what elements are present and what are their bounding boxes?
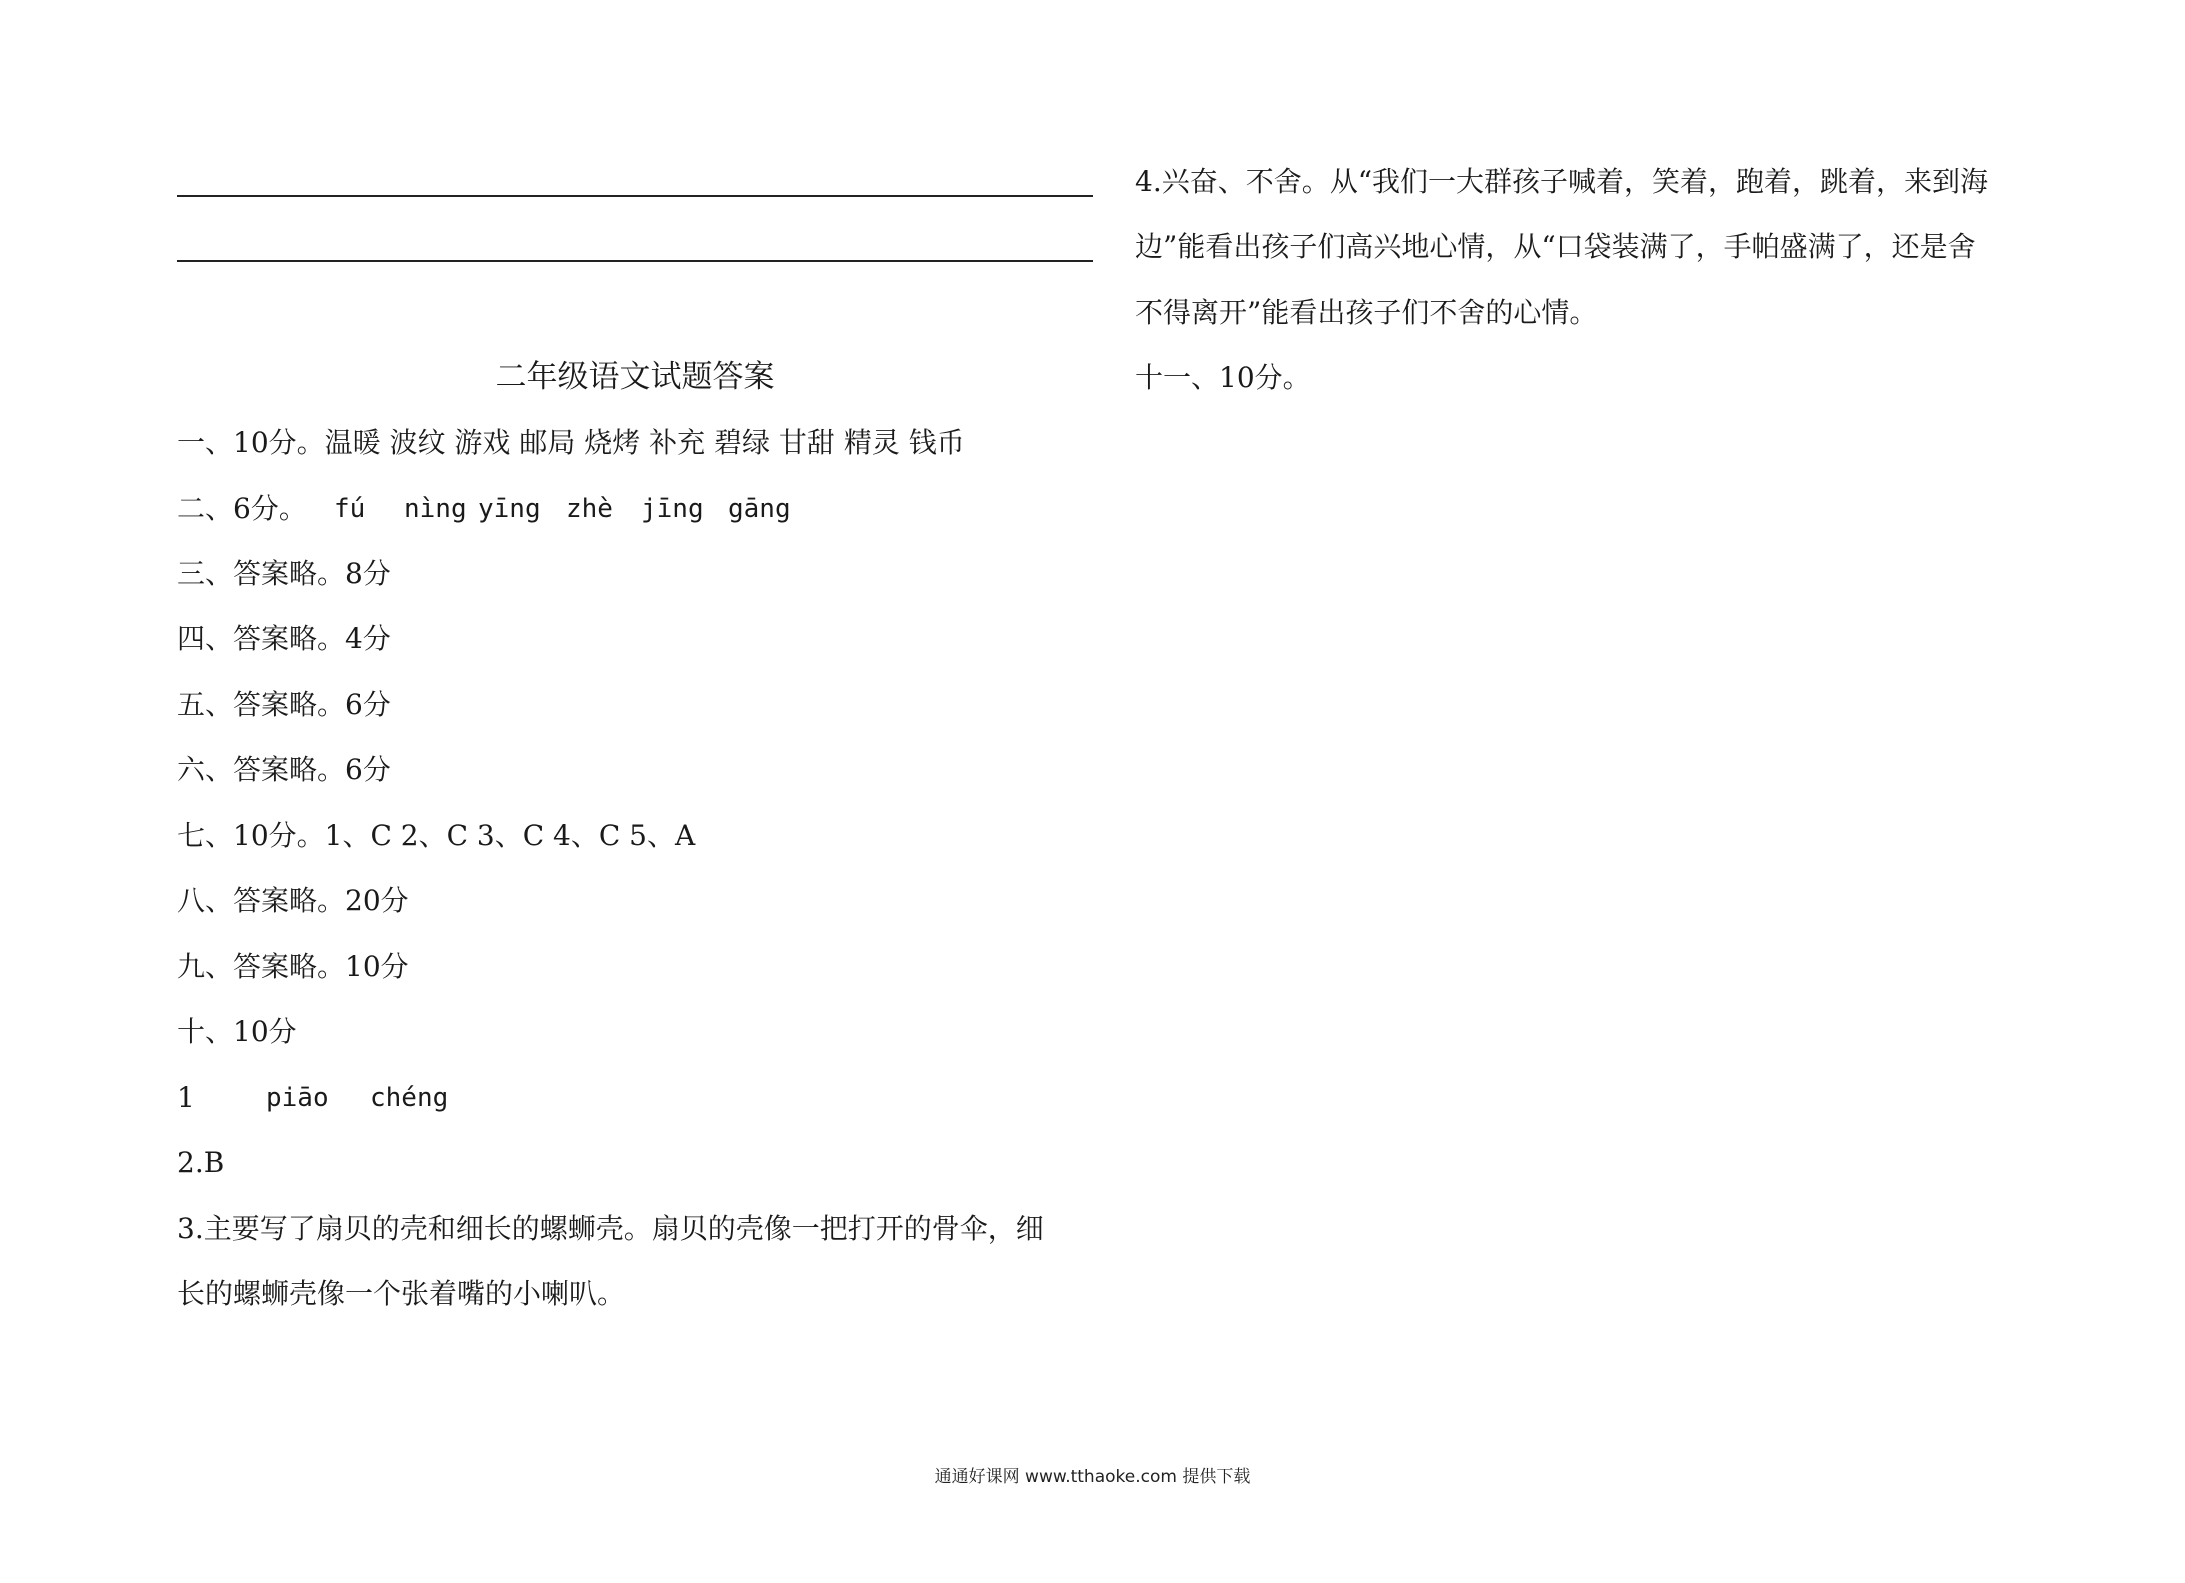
pinyin-item: zhè: [566, 494, 613, 524]
answer-line-2: [177, 260, 1093, 262]
answer-q1: 一、10分。温暖 波纹 游戏 邮局 烧烤 补充 碧绿 甘甜 精灵 钱币: [177, 426, 965, 459]
answer-q10-4-line3: 不得离开”能看出孩子们不舍的心情。: [1135, 296, 1598, 329]
answer-q10-1-number: 1: [177, 1081, 195, 1114]
pinyin-item: piāo: [266, 1083, 329, 1113]
answer-q3: 三、答案略。8分: [177, 557, 391, 590]
pinyin-item: jīng: [641, 494, 704, 524]
answer-q10-2: 2.B: [177, 1146, 225, 1179]
answer-q4: 四、答案略。4分: [177, 622, 391, 655]
answer-q2-prefix: 二、6分。: [177, 492, 307, 525]
answer-q5: 五、答案略。6分: [177, 688, 391, 721]
pinyin-item: chéng: [370, 1083, 449, 1113]
page-title: 二年级语文试题答案: [495, 359, 775, 395]
footer-credit: 通通好课网 www.tthaoke.com 提供下载: [934, 1467, 1251, 1487]
answer-q10-3-line2: 长的螺蛳壳像一个张着嘴的小喇叭。: [177, 1277, 626, 1310]
answer-q10-4-line1: 4.兴奋、不舍。从“我们一大群孩子喊着，笑着，跑着，跳着，来到海: [1135, 165, 1989, 198]
answer-q9: 九、答案略。10分: [177, 950, 409, 983]
answer-q10-3-line1: 3.主要写了扇贝的壳和细长的螺蛳壳。扇贝的壳像一把打开的骨伞，细: [177, 1212, 1044, 1245]
pinyin-item: yīng: [478, 494, 541, 524]
answer-q11: 十一、10分。: [1135, 361, 1311, 394]
pinyin-item: gāng: [728, 494, 791, 524]
answer-q7: 七、10分。1、C 2、C 3、C 4、C 5、A: [177, 819, 696, 852]
answer-q10-4-line2: 边”能看出孩子们高兴地心情，从“口袋装满了，手帕盛满了，还是舍: [1135, 230, 1976, 263]
answer-q8: 八、答案略。20分: [177, 884, 409, 917]
answer-q2: [177, 492, 307, 526]
answer-line-1: [177, 195, 1093, 197]
answer-q6: 六、答案略。6分: [177, 753, 391, 786]
answer-q10: 十、10分: [177, 1015, 297, 1048]
pinyin-item: fú: [334, 494, 366, 524]
pinyin-item: nìng: [404, 494, 467, 524]
